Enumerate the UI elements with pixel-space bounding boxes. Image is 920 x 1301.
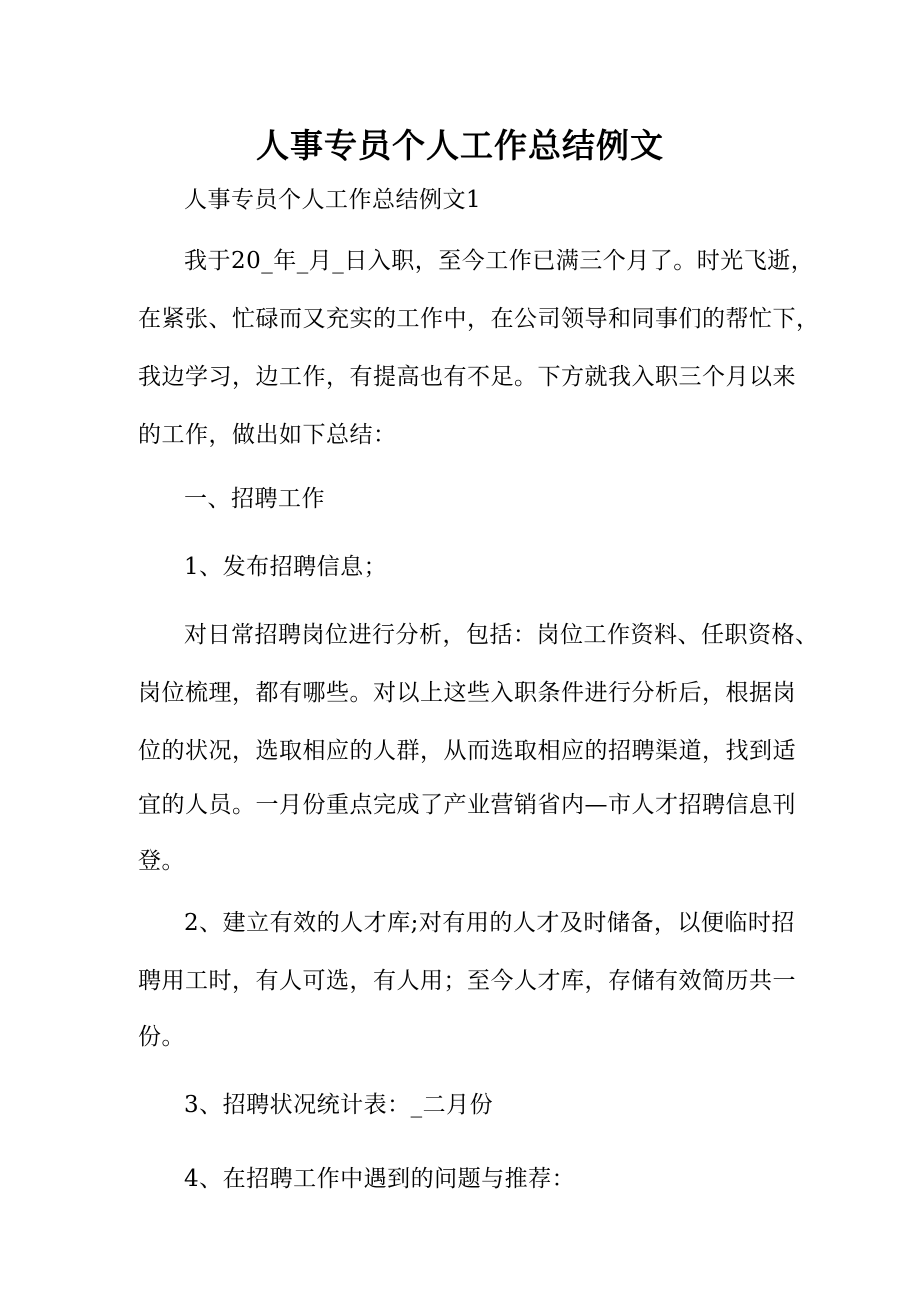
document-title: 人事专员个人工作总结例文: [256, 126, 664, 165]
paragraph-3-line-2: 聘用工时，有人可选，有人用；至今人才库，存储有效简历共一: [138, 968, 796, 994]
paragraph-3-line-3: 份。: [138, 1024, 185, 1050]
item-3: 3、招聘状况统计表：_二月份: [184, 1092, 494, 1118]
paragraph-2-line-4: 宜的人员。一月份重点完成了产业营销省内—市人才招聘信息刊: [138, 792, 796, 818]
paragraph-2-line-2: 岗位梳理，都有哪些。对以上这些入职条件进行分析后，根据岗: [138, 680, 796, 706]
paragraph-1-line-3: 我边学习，边工作，有提高也有不足。下方就我入职三个月以来: [138, 364, 796, 390]
paragraph-1-line-2: 在紧张、忙碌而又充实的工作中，在公司领导和同事们的帮忙下，: [138, 306, 820, 332]
paragraph-2-line-3: 位的状况，选取相应的人群，从而选取相应的招聘渠道，找到适: [138, 738, 796, 764]
paragraph-2-line-5: 登。: [138, 848, 185, 874]
paragraph-1-line-1: 我于20_年_月_日入职，至今工作已满三个月了。时光飞逝，: [184, 248, 815, 274]
item-1: 1、发布招聘信息；: [184, 554, 388, 580]
item-4: 4、在招聘工作中遇到的问题与推荐：: [184, 1166, 576, 1192]
subtitle: 人事专员个人工作总结例文1: [184, 187, 482, 213]
paragraph-3-line-1: 2、建立有效的人才库;对有用的人才及时储备，以便临时招: [184, 910, 795, 936]
paragraph-2-line-1: 对日常招聘岗位进行分析，包括：岗位工作资料、任职资格、: [184, 622, 819, 648]
section-heading-recruitment: 一、招聘工作: [184, 486, 325, 512]
paragraph-1-line-4: 的工作，做出如下总结：: [138, 422, 397, 448]
